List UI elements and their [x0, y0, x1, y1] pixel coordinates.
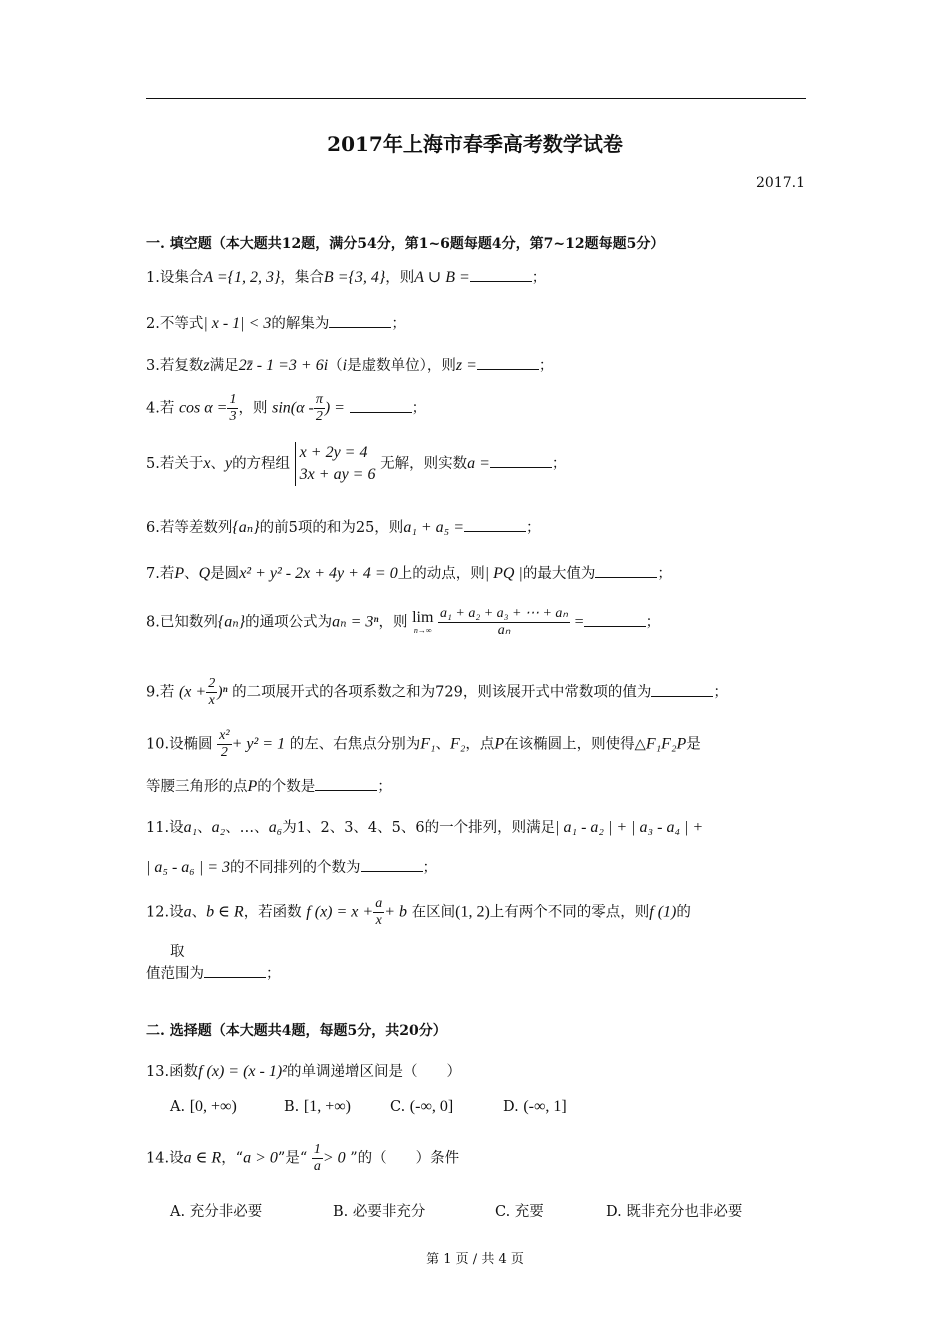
- page-title: 2017年上海市春季高考数学试卷: [327, 132, 623, 156]
- exam-date: 2017.1: [756, 175, 805, 191]
- question-4: 4.若 cos α = $\frac{1}{3}$ ，则 sin(α - $\frac{\pi}{2}$ ) = ；: [146, 392, 427, 424]
- option-c: C. 充要: [495, 1204, 544, 1220]
- answer-blank: [361, 858, 423, 872]
- answer-blank: [329, 314, 391, 328]
- option-c: C. (-∞, 0]: [390, 1098, 454, 1115]
- question-5: 5.若关于x、y的方程组 x + 2y = 4 3x + ay = 6 无解，则实数a = ；: [146, 442, 566, 486]
- answer-blank: [464, 518, 526, 532]
- question-12: 12.设a、b ∈ R，若函数 f (x) = x + $\frac{a}{x}$ + b 在区间(1, 2)上有两个不同的零点，则f (1)的: [146, 896, 691, 928]
- fraction: $\frac{\text{x²}}{2}$: [219, 728, 230, 760]
- answer-blank: [490, 454, 552, 468]
- equation-system: x + 2y = 4 3x + ay = 6: [295, 442, 376, 486]
- question-7: 7.若P、Q是圆x² + y² - 2x + 4y + 4 = 0上的动点，则| PQ |的最大值为 ；: [146, 565, 672, 582]
- fraction: $\frac{\pi}{2}$: [315, 392, 323, 424]
- question-13: 13.函数f (x) = (x - 1)²的单调递增区间是（ ）: [146, 1063, 461, 1080]
- question-10: 10.设椭圆 $\frac{\text{x²}}{2}$ + y² = 1 的左、右焦点分别为F₁、F₂，点P在该椭圆上，则使得△F₁F₂P是: [146, 728, 701, 760]
- question-8: 8.已知数列{aₙ}的通项公式为aₙ = 3ⁿ，则 lim n→∞ $\frac{\text{a₁ + a₂ + a₃ + ⋯ + aₙ}}{\text{aₙ}}$ = ；: [146, 606, 661, 638]
- question-11: 11.设a₁、a₂、…、a₆为1、2、3、4、5、6的一个排列，则满足| a₁ - a₂ | + | a₃ - a₄ | +: [146, 819, 704, 836]
- question-6: 6.若等差数列{aₙ}的前5项的和为25，则a₁ + a₅ = ；: [146, 519, 541, 536]
- top-rule: [146, 98, 806, 99]
- answer-blank: [470, 268, 532, 282]
- section-1-heading: 一. 填空题（本大题共12题，满分54分，第1~6题每题4分，第7~12题每题5分）: [146, 236, 665, 252]
- question-10-line-2: 等腰三角形的点P的个数是 ；: [146, 778, 392, 795]
- fraction: $\frac{2}{x}$: [208, 676, 216, 708]
- fraction: $\frac{1}{a}$: [313, 1142, 321, 1174]
- option-b: B. [1, +∞): [284, 1098, 351, 1115]
- answer-blank: [595, 564, 657, 578]
- option-b: B. 必要非充分: [333, 1204, 426, 1220]
- option-a: A. [0, +∞): [170, 1098, 237, 1115]
- question-11-line-2: | a₅ - a₆ | = 3的不同排列的个数为 ；: [146, 859, 438, 876]
- answer-blank: [477, 356, 539, 370]
- answer-blank: [315, 777, 377, 791]
- fraction: $\frac{a}{x}$: [375, 896, 383, 928]
- question-12-line-2: 取: [170, 944, 185, 960]
- fraction: $\frac{\text{a₁ + a₂ + a₃ + ⋯ + aₙ}}{\text{aₙ}}$: [440, 606, 568, 638]
- section-2-heading: 二. 选择题（本大题共4题，每题5分，共20分）: [146, 1023, 447, 1039]
- option-d: D. 既非充分也非必要: [606, 1204, 743, 1220]
- answer-blank: [350, 398, 412, 412]
- answer-blank: [204, 964, 266, 978]
- question-9: 9.若 (x + $\frac{2}{x}$ )ⁿ 的二项展开式的各项系数之和为729，则该展开式中常数项的值为 ；: [146, 676, 728, 708]
- answer-blank: [584, 612, 646, 626]
- answer-blank: [651, 682, 713, 696]
- page-footer: 第 1 页 / 共 4 页: [426, 1252, 524, 1267]
- question-12-line-3: 值范围为 ；: [146, 962, 281, 983]
- question-14: 14.设a ∈ R，“a > 0”是“ $\frac{1}{a}$ > 0 ”的（ ）条件: [146, 1142, 460, 1174]
- question-2: 2.不等式| x - 1| < 3的解集为 ；: [146, 315, 406, 332]
- fraction: $\frac{1}{3}$: [229, 392, 237, 424]
- question-3: 3.若复数z满足2z̄ - 1 =3 + 6i（i是虚数单位），则z = ；: [146, 357, 554, 374]
- option-d: D. (-∞, 1]: [503, 1098, 567, 1115]
- question-1: 1.设集合A ={1, 2, 3}，集合B ={3, 4}，则A ∪ B = ；: [146, 269, 547, 286]
- option-a: A. 充分非必要: [170, 1204, 263, 1220]
